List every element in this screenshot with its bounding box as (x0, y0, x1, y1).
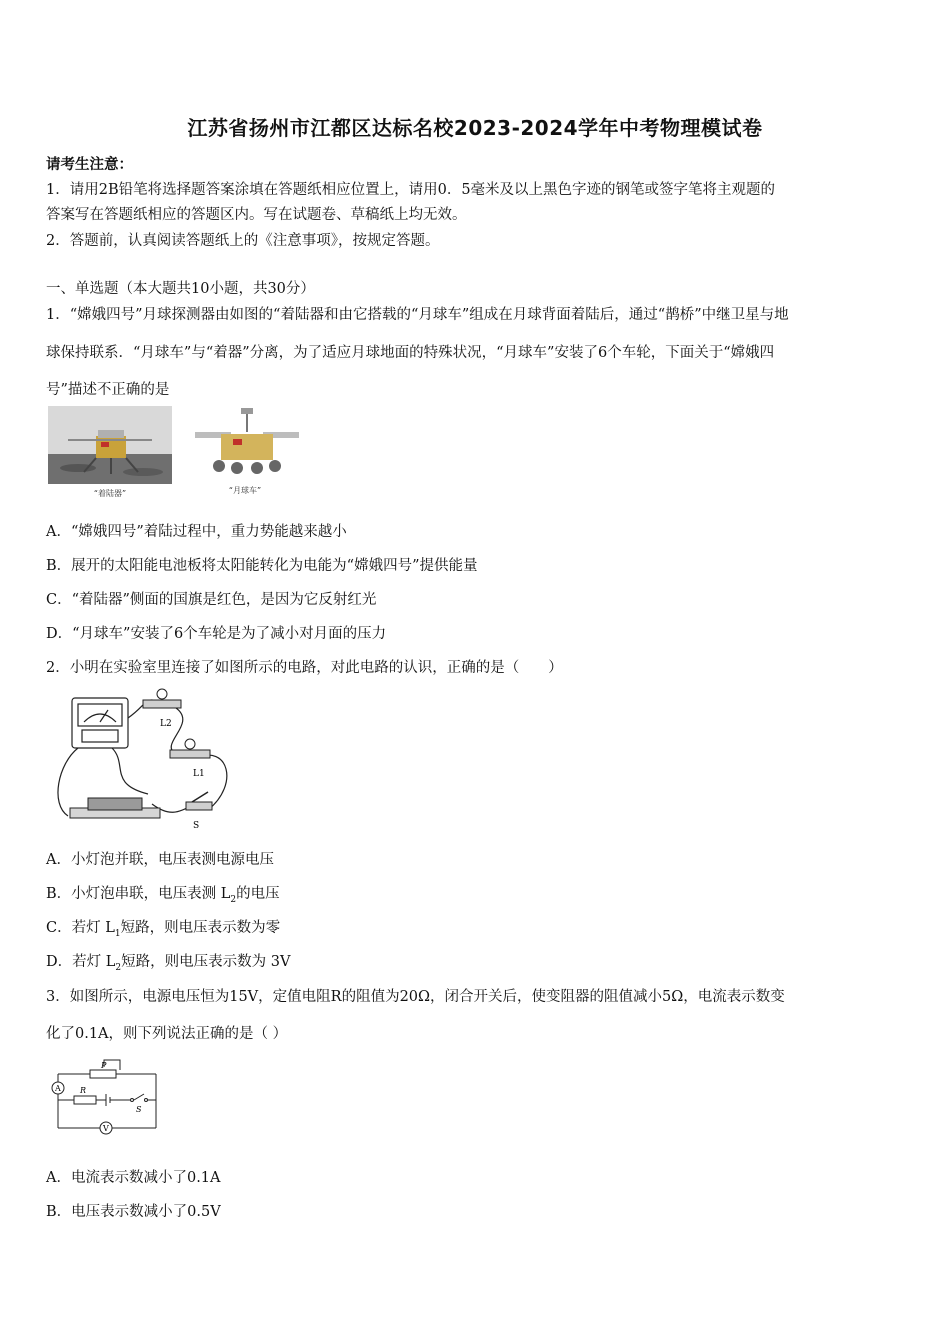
q1-stem-line-2: 球保持联系．“月球车”与“着器”分离，为了适应月球地面的特殊状况，“月球车”安装了6个车轮，下面关于“嫦娥四 (46, 345, 775, 361)
q1-option-b: B．展开的太阳能电池板将太阳能转化为电能为“嫦娥四号”提供能量 (46, 558, 478, 574)
rover-caption: “月球车” (228, 486, 262, 495)
q3-label-v: V (103, 1124, 109, 1133)
q3-stem-line-1: 3．如图所示，电源电压恒为15V，定值电阻R的阻值为20Ω，闭合开关后，使变阻器的阻值减小5Ω，电流表示数变 (46, 989, 785, 1005)
q2-stem: 2．小明在实验室里连接了如图所示的电路，对此电路的认识，正确的是（ ） (46, 660, 563, 676)
lander-image (48, 406, 172, 498)
section-heading: 一、单选题（本大题共10小题，共30分） (46, 281, 315, 297)
q1-stem-line-3: 号”描述不正确的是 (46, 382, 170, 398)
q3-label-p: P (101, 1061, 107, 1070)
q1-option-c: C．“着陆器”侧面的国旗是红色，是因为它反射红光 (46, 592, 377, 608)
q2-label-s: S (193, 821, 200, 831)
notice-item-1-line-1: 1．请用2B铅笔将选择题答案涂填在答题纸相应位置上，请用0．5毫米及以上黑色字迹的钢笔或签字笔将主观题的 (46, 182, 776, 198)
q1-option-a: A．“嫦娥四号”着陆过程中，重力势能越来越小 (46, 524, 347, 540)
q3-option-a: A．电流表示数减小了0.1A (46, 1170, 221, 1186)
notice-item-2: 2．答题前，认真阅读答题纸上的《注意事项》，按规定答题。 (46, 233, 440, 249)
q3-label-a: A (55, 1084, 61, 1093)
q2-label-l1: L1 (193, 769, 205, 779)
q2-option-c: C．若灯 $L_1$短路，则电压表示数为零 (46, 920, 281, 939)
q1-stem-line-1: 1．“嫦娥四号”月球探测器由如图的“着陆器和由它搭载的“月球车”组成在月球背面着陆后，通过“鹊桥”中继卫星与地 (46, 307, 789, 323)
q2-option-a: A．小灯泡并联，电压表测电源电压 (46, 852, 274, 868)
q2-circuit-figure (48, 684, 238, 832)
lander-caption: “着陆器” (93, 489, 127, 498)
q3-label-s: S (136, 1105, 142, 1114)
q2-option-b: B．小灯泡串联，电压表测 $L_2$的电压 (46, 886, 280, 905)
q2-option-d: D．若灯 $L_2$短路，则电压表示数为 3V (46, 954, 291, 973)
q1-option-d: D．“月球车”安装了6个车轮是为了减小对月面的压力 (46, 626, 387, 642)
page-title: 江苏省扬州市江都区达标名校2023-2024学年中考物理模试卷 (187, 116, 763, 140)
q3-stem-line-2: 化了0.1A，则下列说法正确的是（ ） (46, 1026, 288, 1042)
q2-label-l2: L2 (160, 719, 172, 729)
notice-heading: 请考生注意： (46, 156, 133, 173)
q3-label-r: R (80, 1086, 87, 1095)
rover-image (185, 404, 305, 498)
notice-item-1-line-2: 答案写在答题纸相应的答题区内。写在试题卷、草稿纸上均无效。 (46, 207, 467, 223)
q3-option-b: B．电压表示数减小了0.5V (46, 1204, 221, 1220)
q3-circuit-figure (44, 1054, 166, 1142)
